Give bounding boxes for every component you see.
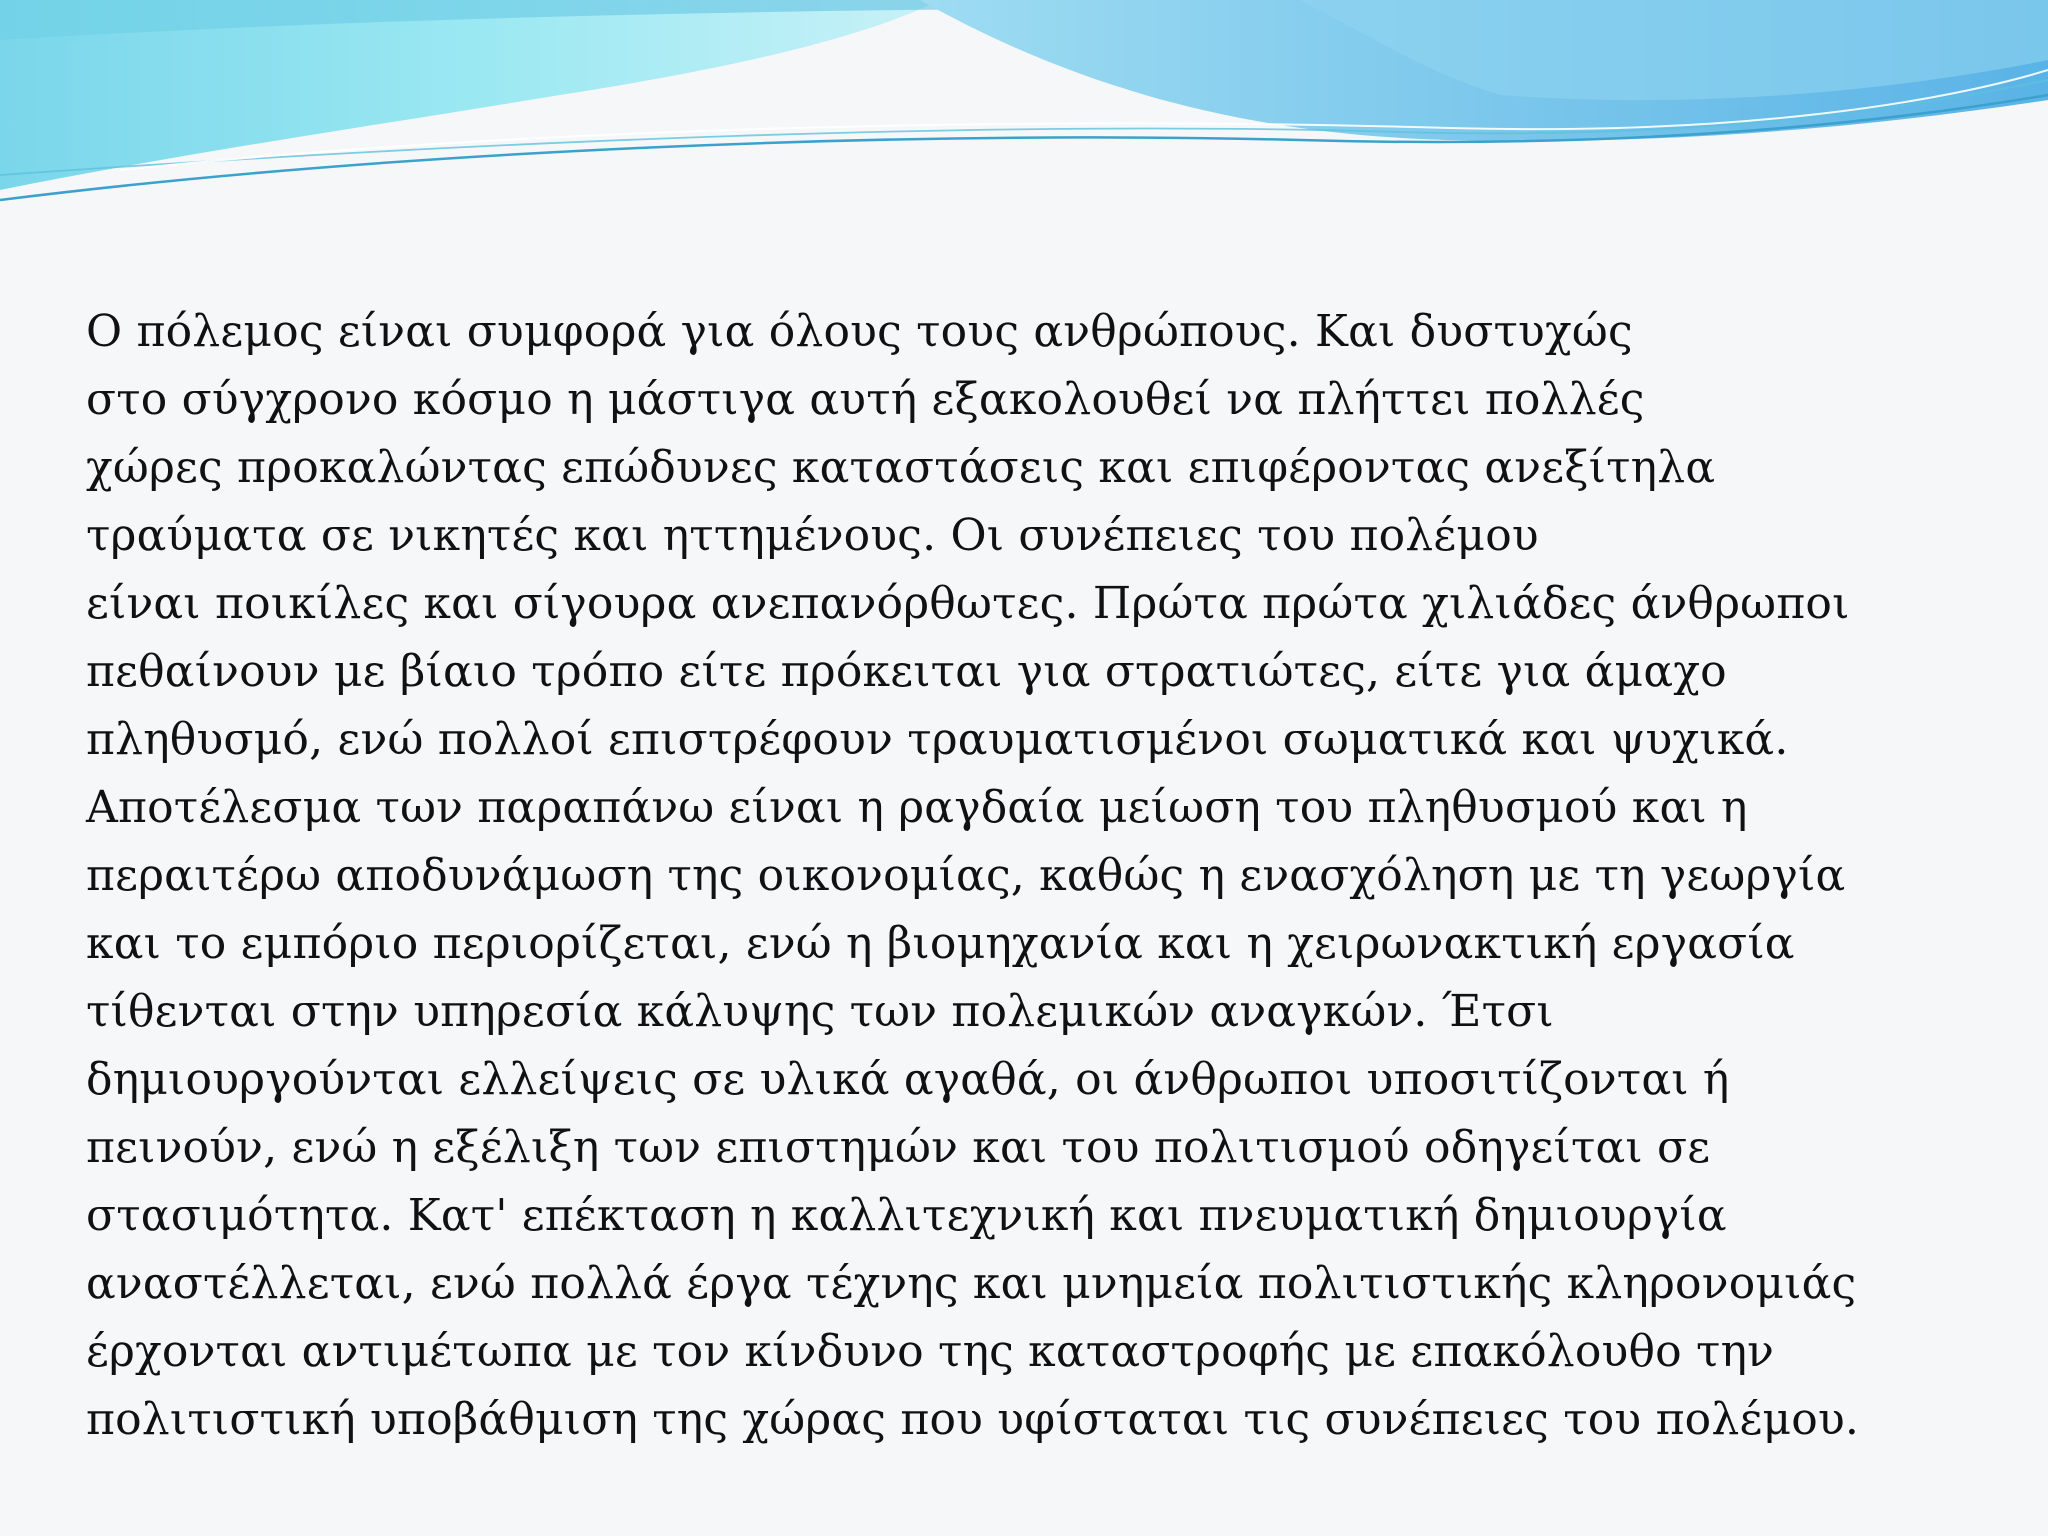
body-line: δημιουργούνται ελλείψεις σε υλικά αγαθά, οι άνθρωποι υποσιτίζονται ή [86,1054,1730,1105]
body-line: χώρες προκαλώντας επώδυνες καταστάσεις και επιφέροντας ανεξίτηλα [86,442,1716,493]
body-line: στασιμότητα. Κατ' επέκταση η καλλιτεχνική και πνευματική δημιουργία [86,1190,1727,1241]
body-line: Αποτέλεσμα των παραπάνω είναι η ραγδαία μείωση του πληθυσμού και η [86,782,1748,833]
body-line: και το εμπόριο περιορίζεται, ενώ η βιομηχανία και η χειρωνακτική εργασία [86,918,1795,969]
body-line: πεινούν, ενώ η εξέλιξη των επιστημών και του πολιτισμού οδηγείται σε [86,1122,1711,1173]
body-line: πεθαίνουν με βίαιο τρόπο είτε πρόκειται για στρατιώτες, είτε για άμαχο [86,646,1727,697]
body-paragraph [86,298,2026,1454]
body-line: περαιτέρω αποδυνάμωση της οικονομίας, καθώς η ενασχόληση με τη γεωργία [86,850,1846,901]
wave-banner-decoration [0,0,2048,240]
body-line: Ο πόλεμος είναι συμφορά για όλους τους ανθρώπους. Και δυστυχώς [86,306,1633,357]
body-line: τραύματα σε νικητές και ηττημένους. Οι συνέπειες του πολέμου [86,510,1539,561]
body-line: έρχονται αντιμέτωπα με τον κίνδυνο της καταστροφής με επακόλουθο την [86,1326,1775,1377]
body-line: τίθενται στην υπηρεσία κάλυψης των πολεμικών αναγκών. Έτσι [86,986,1554,1037]
body-line: στο σύγχρονο κόσμο η μάστιγα αυτή εξακολουθεί να πλήττει πολλές [86,374,1645,425]
body-line: πληθυσμό, ενώ πολλοί επιστρέφουν τραυματισμένοι σωματικά και ψυχικά. [86,714,1789,765]
body-line: είναι ποικίλες και σίγουρα ανεπανόρθωτες. Πρώτα πρώτα χιλιάδες άνθρωποι [86,578,1850,629]
body-line: πολιτιστική υποβάθμιση της χώρας που υφίσταται τις συνέπειες του πολέμου. [86,1394,1860,1445]
body-line: αναστέλλεται, ενώ πολλά έργα τέχνης και μνημεία πολιτιστικής κληρονομιάς [86,1258,1857,1309]
